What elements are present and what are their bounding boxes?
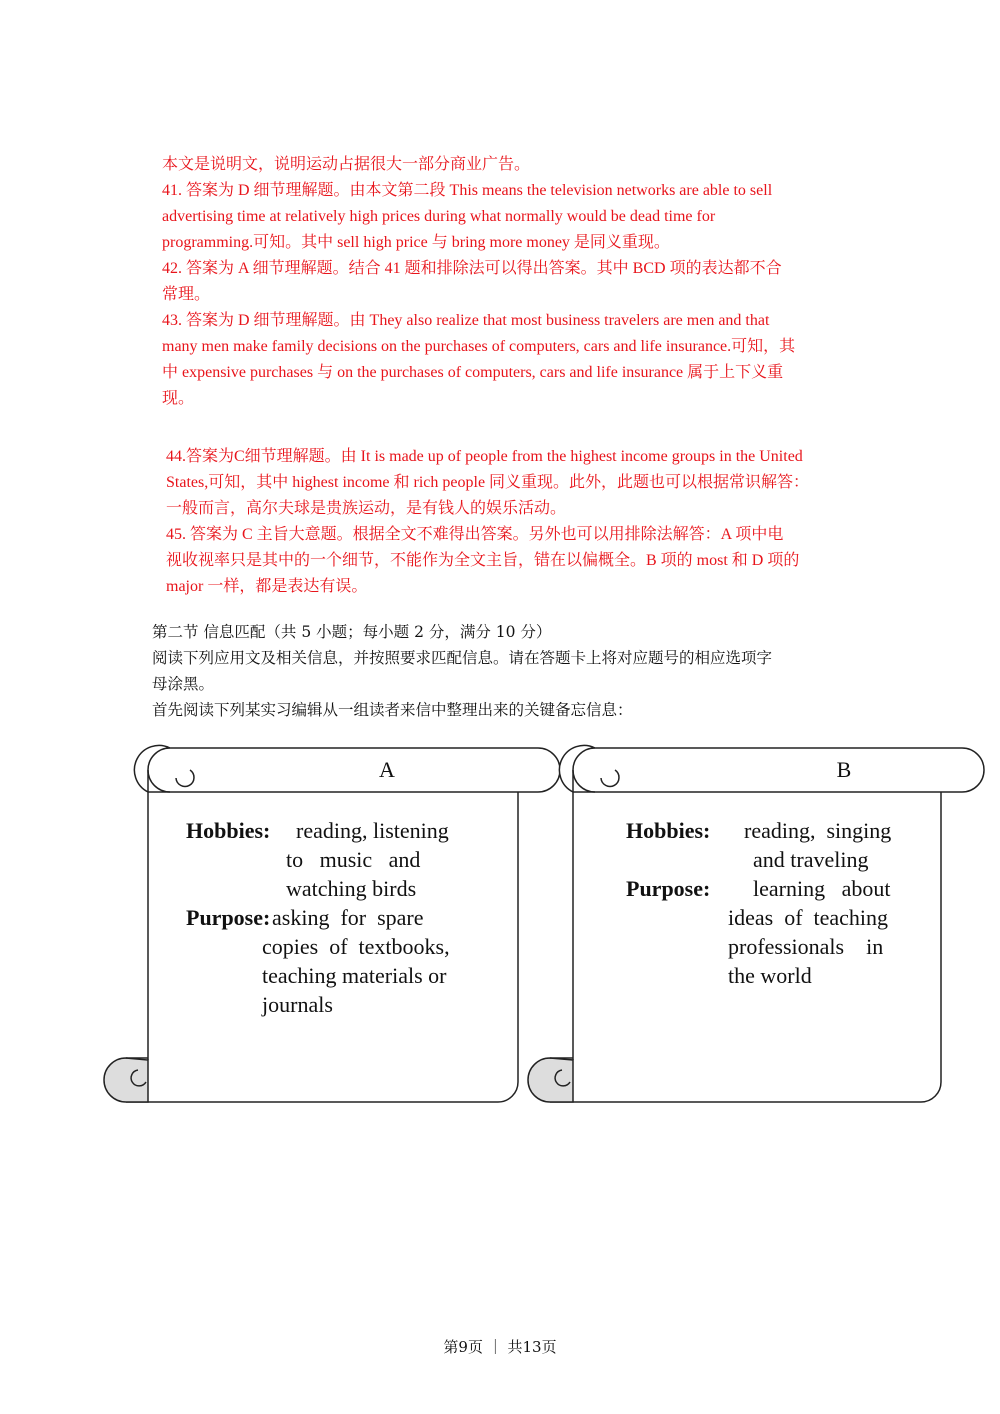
answer-41-line-2: advertising time at relatively high prices during what normally would be dead time for: [162, 208, 716, 225]
answer-41-line-3: programming.可知。其中 sell high price 与 bring more money 是同义重现。: [162, 234, 670, 251]
scroll-a-purpose-label: Purpose:: [186, 905, 271, 930]
instruction-line-2: 母涂黑。: [152, 675, 215, 693]
scroll-b-hobbies-line-2: and traveling: [753, 847, 869, 872]
scroll-b-hobbies-label: Hobbies:: [626, 818, 711, 843]
answer-43-line-1: 43. 答案为 D 细节理解题。由 They also realize that most business travelers are men and that: [162, 312, 770, 329]
scroll-a-hobbies-line-3: watching birds: [286, 876, 417, 901]
page-footer: 第9页 ｜ 共13页: [443, 1338, 557, 1356]
answer-45-line-3: major 一样，都是表达有误。: [166, 578, 368, 595]
answer-44-line-1: 44.答案为C细节理解题。由 It is made up of people from the highest income groups in the United: [166, 448, 803, 465]
scroll-a-hobbies-label: Hobbies:: [186, 818, 271, 843]
scroll-b-purpose-line-3: professionals in: [728, 934, 884, 959]
scroll-a-purpose-line-1: asking for spare: [272, 905, 424, 930]
answer-43-line-3: 中 expensive purchases 与 on the purchases of computers, cars and life insurance 属于上下义重: [162, 364, 784, 381]
section-heading: 第二节 信息匹配（共 5 小题；每小题 2 分，满分 10 分）: [152, 623, 552, 641]
answer-45-line-2: 视收视率只是其中的一个细节，不能作为全文主旨，错在以偏概全。B 项的 most 和 D 项的: [166, 552, 800, 569]
scroll-b-purpose-line-1: learning about: [753, 876, 891, 901]
scroll-b-title: B: [836, 757, 852, 782]
article-type-note: 本文是说明文，说明运动占据很大一部分商业广告。: [162, 156, 531, 173]
scroll-a-hobbies-line-1: reading, listening: [296, 818, 449, 843]
scroll-b-hobbies-line-1: reading, singing: [744, 818, 892, 843]
answer-42-line-1: 42. 答案为 A 细节理解题。结合 41 题和排除法可以得出答案。其中 BCD 项的表达都不合: [162, 260, 782, 277]
scroll-a-hobbies-line-2: to music and: [286, 847, 421, 872]
scroll-b-purpose-line-4: the world: [728, 963, 812, 988]
instruction-line-1: 阅读下列应用文及相关信息，并按照要求匹配信息。请在答题卡上将对应题号的相应选项字: [152, 649, 773, 667]
lead-sentence: 首先阅读下列某实习编辑从一组读者来信中整理出来的关键备忘信息：: [152, 701, 633, 719]
scroll-b-content: [626, 816, 922, 990]
answer-43-line-2: many men make family decisions on the purchases of computers, cars and life insurance.可知，其: [162, 338, 796, 355]
scroll-a-title: A: [379, 757, 395, 782]
scroll-a-purpose-line-3: teaching materials or: [262, 963, 447, 988]
scroll-a-purpose-line-2: copies of textbooks,: [262, 934, 450, 959]
answer-42-line-2: 常理。: [162, 286, 211, 303]
scroll-a-content: [186, 816, 482, 1019]
answer-41-line-1: 41. 答案为 D 细节理解题。由本文第二段 This means the television networks are able to sell: [162, 182, 773, 199]
answer-44-line-3: 一般而言，高尔夫球是贵族运动，是有钱人的娱乐活动。: [166, 500, 567, 517]
scroll-b-purpose-line-2: ideas of teaching: [728, 905, 889, 930]
scroll-a-purpose-line-4: journals: [262, 992, 333, 1017]
answer-43-line-4: 现。: [162, 390, 195, 407]
scroll-b-purpose-label: Purpose:: [626, 876, 711, 901]
answer-44-line-2: States,可知，其中 highest income 和 rich people 同义重现。此外，此题也可以根据常识解答：: [166, 474, 810, 491]
answer-45-line-1: 45. 答案为 C 主旨大意题。根据全文不难得出答案。另外也可以用排除法解答：A 项中电: [166, 526, 784, 543]
